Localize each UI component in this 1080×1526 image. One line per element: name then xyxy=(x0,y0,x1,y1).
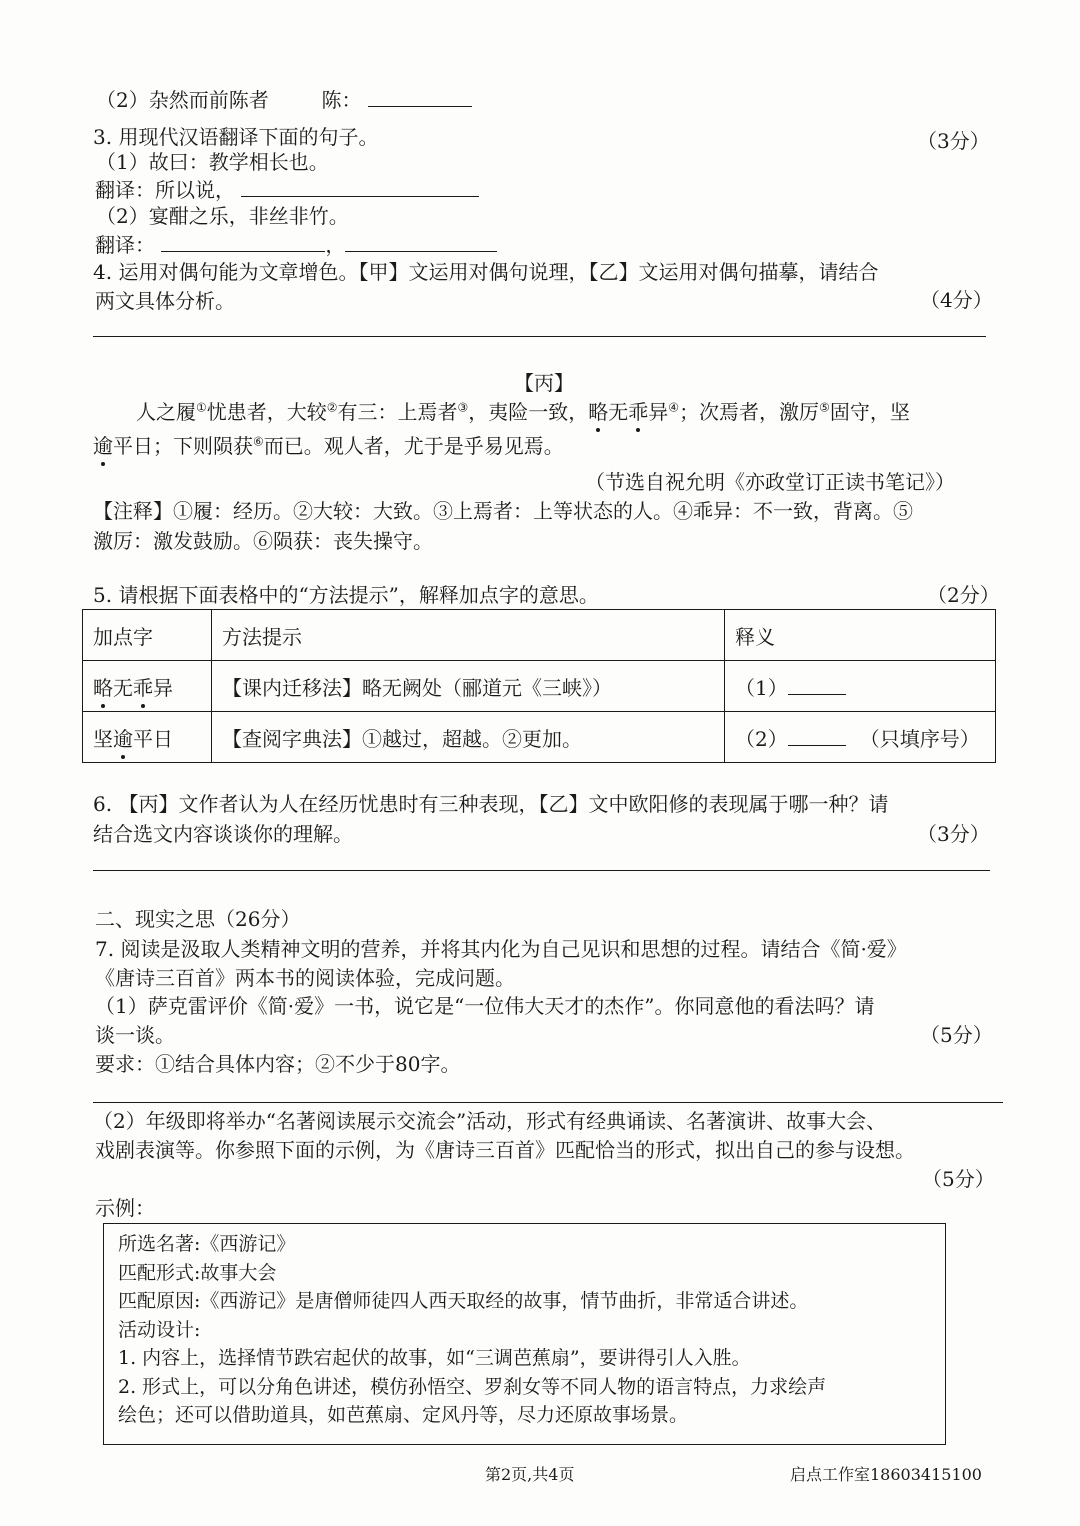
example-line-form-detail-cont: 绘色；还可以借助道具，如芭蕉扇、定风丹等，尽力还原故事场景。 xyxy=(118,1404,689,1426)
q3-item1-blank[interactable] xyxy=(241,176,479,197)
section2-title: 二、现实之思（26分） xyxy=(95,907,301,931)
row1-hint: 【课内迁移法】略无阙处（郦道元《三峡》） xyxy=(212,661,725,712)
row1-blank[interactable] xyxy=(788,674,846,695)
q3-item1: （1）故曰：教学相长也。 xyxy=(96,150,329,174)
q5-title: 5. 请根据下面表格中的“方法提示”，解释加点字的意思。 xyxy=(93,583,599,607)
q5-score: （2分） xyxy=(927,583,1000,607)
q4-score: （4分） xyxy=(920,288,993,312)
q2-answer-blank[interactable] xyxy=(368,86,472,107)
example-line-form-detail: 2. 形式上，可以分角色讲述，模仿孙悟空、罗刹女等不同人物的语言特点，力求绘声 xyxy=(118,1375,827,1398)
note-marker: ⑤ xyxy=(819,400,830,415)
q4-line1: 4. 运用对偶句能为文章增色。【甲】文运用对偶句说理，【乙】文运用对偶句描摹，请结合 xyxy=(93,260,879,284)
text-segment: 异 xyxy=(648,400,669,424)
row2-answer[interactable] xyxy=(725,712,996,763)
example-line-book: 所选名著:《西游记》 xyxy=(118,1233,296,1255)
row2-answer-label: （2） xyxy=(735,726,788,751)
q7-sub1-answer-line[interactable] xyxy=(93,1102,1003,1103)
row1-answer-label: （1） xyxy=(735,675,788,700)
row2-answer-suffix: （只填序号） xyxy=(859,726,980,751)
studio-credit: 启点工作室18603415100 xyxy=(790,1465,982,1484)
example-label: 示例： xyxy=(95,1196,155,1220)
q6-answer-line[interactable] xyxy=(93,870,990,871)
bing-heading: 【丙】 xyxy=(514,371,574,395)
bing-note-line1: 【注释】①履：经历。②大较：大致。③上焉者：上等状态的人。④乖异：不一致，背离。⑤ xyxy=(93,499,913,523)
text-segment: 忧患者，大较 xyxy=(206,400,327,424)
q6-line1: 6. 【丙】文作者认为人在经历忧患时有三种表现，【乙】文中欧阳修的表现属于哪一种？请 xyxy=(93,792,889,816)
q2-item2 xyxy=(96,86,472,113)
text-segment: ，夷险一致， xyxy=(468,400,589,424)
emphasis-dot-char: 乖 xyxy=(628,400,649,424)
row1-answer[interactable] xyxy=(725,661,996,712)
example-line-design: 活动设计: xyxy=(118,1318,201,1341)
bing-note-line2: 激厉：激发鼓励。⑥陨获：丧失操守。 xyxy=(93,529,433,553)
text-segment: 而已。观人者，尤于是乎易见焉。 xyxy=(263,434,564,458)
text-segment: 异 xyxy=(153,675,173,700)
emphasis-dot-char: 逾 xyxy=(93,434,113,458)
q2-item2-word: 陈： xyxy=(321,88,362,112)
note-marker: ① xyxy=(196,400,207,415)
text-segment: 人之履 xyxy=(136,400,196,424)
header-hint: 方法提示 xyxy=(212,610,725,661)
note-marker: ③ xyxy=(457,400,469,415)
text-segment: 有三：上焉者 xyxy=(337,400,458,424)
row1-word xyxy=(83,661,212,712)
emphasis-dot-char: 乖 xyxy=(133,672,153,701)
text-segment: 无 xyxy=(113,675,133,700)
method-table-header xyxy=(83,610,996,661)
q3-item2-blank-b[interactable] xyxy=(345,231,497,252)
example-line-content: 1. 内容上，选择情节跌宕起伏的故事，如“三调芭蕉扇”，要讲得引人入胜。 xyxy=(118,1347,751,1369)
q3-score: （3分） xyxy=(917,129,990,153)
q6-score: （3分） xyxy=(917,822,990,846)
q7-sub2-line2: 戏剧表演等。你参照下面的示例，为《唐诗三百首》匹配恰当的形式，拟出自己的参与设想。 xyxy=(95,1138,915,1162)
q3-item1-translation xyxy=(95,176,479,203)
emphasis-dot-char: 略 xyxy=(588,400,609,424)
text-segment: 平日 xyxy=(133,726,173,751)
q6-line2: 结合选文内容谈谈你的理解。 xyxy=(93,822,353,846)
q4-answer-line[interactable] xyxy=(93,336,986,337)
q3-item2-comma: ， xyxy=(325,233,346,257)
q3-item2-translation xyxy=(95,231,497,258)
text-segment: 无 xyxy=(608,400,629,424)
table-row xyxy=(83,661,996,712)
q7-line2: 《唐诗三百首》两本书的阅读体验，完成问题。 xyxy=(95,966,515,990)
q3-item2: （2）宴酣之乐，非丝非竹。 xyxy=(96,204,349,228)
note-marker: ⑥ xyxy=(253,434,264,449)
q3-item2-blank-a[interactable] xyxy=(161,231,325,252)
note-marker: ② xyxy=(326,400,338,415)
q7-requirement: 要求：①结合具体内容；②不少于80字。 xyxy=(95,1052,461,1076)
header-word: 加点字 xyxy=(83,610,212,661)
page-number: 第2页,共4页 xyxy=(485,1465,575,1484)
row2-hint: 【查阅字典法】①越过，超越。②更加。 xyxy=(212,712,725,763)
example-line-reason: 匹配原因:《西游记》是唐僧师徒四人西天取经的故事，情节曲折，非常适合讲述。 xyxy=(118,1290,809,1312)
emphasis-dot-char: 略 xyxy=(93,672,113,701)
row2-word xyxy=(83,712,212,763)
example-line-form: 匹配形式:故事大会 xyxy=(118,1261,277,1284)
q7-sub1-score: （5分） xyxy=(920,1023,993,1047)
q7-sub1-line1: （1）萨克雷评价《简·爱》一书，说它是“一位伟大天才的杰作”。你同意他的看法吗？请 xyxy=(95,994,875,1018)
q7-line1: 7. 阅读是汲取人类精神文明的营养，并将其内化为自己见识和思想的过程。请结合《简·爱》 xyxy=(95,937,907,961)
text-segment: 平日；下则陨获 xyxy=(113,434,253,458)
table-row xyxy=(83,712,996,763)
q7-sub2-score: （5分） xyxy=(922,1167,995,1191)
bing-passage-line1 xyxy=(136,399,910,425)
emphasis-dot-char: 逾 xyxy=(113,723,133,752)
header-meaning: 释义 xyxy=(725,610,996,661)
bing-source: （节选自祝允明《亦政堂订正读书笔记》） xyxy=(585,470,955,494)
q3-title: 3. 用现代汉语翻译下面的句子。 xyxy=(93,125,379,149)
text-segment: 坚 xyxy=(93,726,113,751)
example-box xyxy=(103,1223,946,1445)
q3-item1-prefix: 翻译：所以说， xyxy=(95,178,235,202)
q2-item2-label: （2）杂然而前陈者 xyxy=(96,88,269,112)
text-segment: ；次焉者，激厉 xyxy=(679,400,820,424)
row2-blank[interactable] xyxy=(788,725,846,746)
note-marker: ④ xyxy=(668,400,680,415)
q3-item2-prefix: 翻译： xyxy=(95,233,155,257)
method-table xyxy=(82,609,996,763)
q7-sub2-line1: （2）年级即将举办“名著阅读展示交流会”活动，形式有经典诵读、名著演讲、故事大会、 xyxy=(93,1109,887,1133)
text-segment: 固守，坚 xyxy=(829,400,910,424)
q4-line2: 两文具体分析。 xyxy=(95,289,235,313)
bing-passage-line2 xyxy=(93,433,564,459)
q7-sub1-line2: 谈一谈。 xyxy=(95,1023,175,1047)
